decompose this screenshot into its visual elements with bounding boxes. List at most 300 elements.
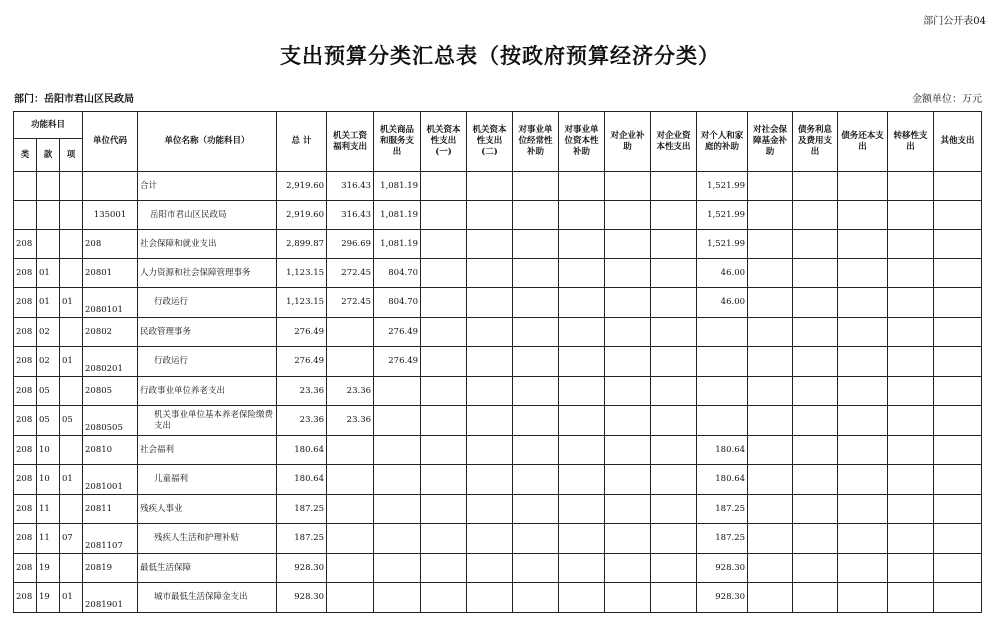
cell-enterprise-capital bbox=[651, 465, 697, 495]
cell-unit-code: 20811 bbox=[83, 495, 138, 524]
cell-unit-name: 合计 bbox=[138, 172, 277, 201]
header-total: 总 计 bbox=[277, 112, 327, 172]
cell-debt-interest bbox=[793, 347, 838, 377]
cell-xiang: 01 bbox=[60, 583, 83, 613]
cell-unit-name: 行政运行 bbox=[138, 347, 277, 377]
cell-personal-subsidy: 46.00 bbox=[697, 259, 748, 288]
table-row bbox=[14, 172, 982, 201]
cell-personal-subsidy: 1,521.99 bbox=[697, 172, 748, 201]
cell-capital-2 bbox=[467, 172, 513, 201]
cell-other bbox=[934, 288, 982, 318]
cell-debt-interest bbox=[793, 230, 838, 259]
cell-inst-recurrent bbox=[513, 436, 559, 465]
cell-transfer bbox=[888, 347, 934, 377]
cell-inst-capital bbox=[559, 524, 605, 554]
header-unit-name: 单位名称（功能科目） bbox=[138, 112, 277, 172]
cell-wage-welfare bbox=[327, 554, 374, 583]
cell-unit-code: 2081901 bbox=[83, 583, 138, 613]
cell-capital-1 bbox=[421, 230, 467, 259]
cell-capital-1 bbox=[421, 436, 467, 465]
cell-social-fund bbox=[748, 318, 793, 347]
cell-capital-1 bbox=[421, 288, 467, 318]
cell-inst-capital bbox=[559, 554, 605, 583]
cell-lei: 208 bbox=[14, 465, 37, 495]
cell-total: 928.30 bbox=[277, 583, 327, 613]
header-personal-subsidy: 对个人和家庭的补助 bbox=[697, 112, 748, 172]
cell-inst-capital bbox=[559, 436, 605, 465]
cell-wage-welfare bbox=[327, 583, 374, 613]
cell-unit-code: 2080201 bbox=[83, 347, 138, 377]
cell-unit-code: 2081107 bbox=[83, 524, 138, 554]
cell-goods-services bbox=[374, 554, 421, 583]
cell-unit-name: 城市最低生活保障金支出 bbox=[138, 583, 277, 613]
cell-kuan: 01 bbox=[37, 259, 60, 288]
cell-xiang: 01 bbox=[60, 288, 83, 318]
cell-debt-principal bbox=[838, 288, 888, 318]
cell-transfer bbox=[888, 465, 934, 495]
form-number-label: 部门公开表04 bbox=[923, 16, 986, 27]
cell-enterprise-subsidy bbox=[605, 554, 651, 583]
cell-transfer bbox=[888, 495, 934, 524]
cell-capital-1 bbox=[421, 377, 467, 406]
cell-debt-interest bbox=[793, 201, 838, 230]
cell-xiang bbox=[60, 318, 83, 347]
cell-kuan: 11 bbox=[37, 495, 60, 524]
cell-wage-welfare: 272.45 bbox=[327, 288, 374, 318]
cell-capital-2 bbox=[467, 554, 513, 583]
cell-kuan: 10 bbox=[37, 465, 60, 495]
header-goods-services: 机关商品和服务支出 bbox=[374, 112, 421, 172]
cell-capital-2 bbox=[467, 288, 513, 318]
cell-lei: 208 bbox=[14, 288, 37, 318]
cell-debt-interest bbox=[793, 436, 838, 465]
cell-capital-2 bbox=[467, 377, 513, 406]
cell-other bbox=[934, 465, 982, 495]
cell-capital-2 bbox=[467, 201, 513, 230]
cell-personal-subsidy: 187.25 bbox=[697, 524, 748, 554]
cell-debt-interest bbox=[793, 465, 838, 495]
cell-enterprise-capital bbox=[651, 406, 697, 436]
cell-inst-capital bbox=[559, 347, 605, 377]
cell-personal-subsidy: 928.30 bbox=[697, 583, 748, 613]
cell-unit-name: 残疾人事业 bbox=[138, 495, 277, 524]
cell-inst-recurrent bbox=[513, 318, 559, 347]
cell-capital-2 bbox=[467, 259, 513, 288]
cell-enterprise-capital bbox=[651, 377, 697, 406]
cell-capital-2 bbox=[467, 495, 513, 524]
cell-unit-code: 208 bbox=[83, 230, 138, 259]
cell-xiang bbox=[60, 201, 83, 230]
cell-total: 2,899.87 bbox=[277, 230, 327, 259]
cell-capital-1 bbox=[421, 524, 467, 554]
cell-inst-capital bbox=[559, 172, 605, 201]
cell-debt-interest bbox=[793, 288, 838, 318]
cell-transfer bbox=[888, 406, 934, 436]
cell-enterprise-subsidy bbox=[605, 318, 651, 347]
cell-debt-interest bbox=[793, 495, 838, 524]
cell-inst-recurrent bbox=[513, 288, 559, 318]
cell-debt-principal bbox=[838, 495, 888, 524]
cell-goods-services bbox=[374, 583, 421, 613]
cell-xiang bbox=[60, 436, 83, 465]
cell-capital-2 bbox=[467, 318, 513, 347]
table-row bbox=[14, 465, 982, 495]
cell-inst-recurrent bbox=[513, 554, 559, 583]
cell-enterprise-capital bbox=[651, 318, 697, 347]
cell-xiang: 01 bbox=[60, 465, 83, 495]
cell-unit-code: 20819 bbox=[83, 554, 138, 583]
cell-wage-welfare bbox=[327, 524, 374, 554]
department-label: 部门：岳阳市君山区民政局 bbox=[14, 94, 134, 105]
cell-unit-code bbox=[83, 172, 138, 201]
amount-unit-label: 金额单位：万元 bbox=[912, 94, 982, 105]
cell-xiang: 05 bbox=[60, 406, 83, 436]
cell-debt-interest bbox=[793, 406, 838, 436]
cell-other bbox=[934, 318, 982, 347]
cell-enterprise-subsidy bbox=[605, 172, 651, 201]
cell-xiang bbox=[60, 554, 83, 583]
cell-enterprise-subsidy bbox=[605, 288, 651, 318]
cell-personal-subsidy: 1,521.99 bbox=[697, 230, 748, 259]
cell-personal-subsidy: 187.25 bbox=[697, 495, 748, 524]
cell-debt-principal bbox=[838, 172, 888, 201]
cell-transfer bbox=[888, 259, 934, 288]
cell-enterprise-capital bbox=[651, 495, 697, 524]
cell-debt-interest bbox=[793, 318, 838, 347]
table-row bbox=[14, 201, 982, 230]
cell-unit-name: 残疾人生活和护理补贴 bbox=[138, 524, 277, 554]
cell-social-fund bbox=[748, 495, 793, 524]
cell-total: 2,919.60 bbox=[277, 172, 327, 201]
cell-capital-2 bbox=[467, 436, 513, 465]
header-lei: 类 bbox=[14, 139, 37, 172]
header-xiang: 项 bbox=[60, 139, 83, 172]
cell-capital-1 bbox=[421, 201, 467, 230]
cell-transfer bbox=[888, 318, 934, 347]
cell-kuan: 01 bbox=[37, 288, 60, 318]
cell-inst-recurrent bbox=[513, 172, 559, 201]
cell-other bbox=[934, 583, 982, 613]
cell-inst-recurrent bbox=[513, 583, 559, 613]
cell-inst-capital bbox=[559, 377, 605, 406]
cell-goods-services: 1,081.19 bbox=[374, 201, 421, 230]
cell-xiang bbox=[60, 230, 83, 259]
cell-unit-code: 20810 bbox=[83, 436, 138, 465]
cell-unit-code: 20805 bbox=[83, 377, 138, 406]
cell-goods-services: 804.70 bbox=[374, 288, 421, 318]
cell-social-fund bbox=[748, 172, 793, 201]
cell-social-fund bbox=[748, 436, 793, 465]
header-inst-capital: 对事业单位资本性补助 bbox=[559, 112, 605, 172]
cell-goods-services: 804.70 bbox=[374, 259, 421, 288]
cell-debt-principal bbox=[838, 465, 888, 495]
cell-social-fund bbox=[748, 347, 793, 377]
cell-wage-welfare: 23.36 bbox=[327, 406, 374, 436]
cell-personal-subsidy bbox=[697, 377, 748, 406]
cell-unit-name: 社会保障和就业支出 bbox=[138, 230, 277, 259]
cell-transfer bbox=[888, 230, 934, 259]
cell-capital-2 bbox=[467, 465, 513, 495]
cell-transfer bbox=[888, 201, 934, 230]
cell-enterprise-subsidy bbox=[605, 259, 651, 288]
cell-lei: 208 bbox=[14, 583, 37, 613]
cell-other bbox=[934, 554, 982, 583]
cell-kuan: 02 bbox=[37, 347, 60, 377]
cell-personal-subsidy bbox=[697, 318, 748, 347]
table-row bbox=[14, 495, 982, 524]
cell-inst-recurrent bbox=[513, 230, 559, 259]
cell-wage-welfare: 316.43 bbox=[327, 172, 374, 201]
cell-wage-welfare bbox=[327, 436, 374, 465]
cell-capital-1 bbox=[421, 318, 467, 347]
cell-enterprise-capital bbox=[651, 172, 697, 201]
cell-other bbox=[934, 495, 982, 524]
cell-kuan: 10 bbox=[37, 436, 60, 465]
cell-enterprise-subsidy bbox=[605, 465, 651, 495]
cell-personal-subsidy: 180.64 bbox=[697, 436, 748, 465]
cell-lei: 208 bbox=[14, 406, 37, 436]
cell-personal-subsidy: 1,521.99 bbox=[697, 201, 748, 230]
table-row bbox=[14, 318, 982, 347]
cell-enterprise-subsidy bbox=[605, 230, 651, 259]
cell-inst-recurrent bbox=[513, 377, 559, 406]
header-capital-1: 机关资本性支出(一) bbox=[421, 112, 467, 172]
cell-transfer bbox=[888, 377, 934, 406]
cell-lei: 208 bbox=[14, 554, 37, 583]
cell-debt-principal bbox=[838, 230, 888, 259]
cell-kuan bbox=[37, 172, 60, 201]
cell-capital-1 bbox=[421, 495, 467, 524]
cell-unit-code: 20802 bbox=[83, 318, 138, 347]
cell-unit-name: 民政管理事务 bbox=[138, 318, 277, 347]
cell-goods-services: 276.49 bbox=[374, 318, 421, 347]
cell-debt-interest bbox=[793, 554, 838, 583]
cell-inst-recurrent bbox=[513, 524, 559, 554]
cell-debt-interest bbox=[793, 259, 838, 288]
table-row bbox=[14, 259, 982, 288]
table-row bbox=[14, 436, 982, 465]
cell-total: 23.36 bbox=[277, 406, 327, 436]
cell-total: 276.49 bbox=[277, 347, 327, 377]
cell-goods-services bbox=[374, 377, 421, 406]
cell-debt-principal bbox=[838, 583, 888, 613]
cell-unit-name: 人力资源和社会保障管理事务 bbox=[138, 259, 277, 288]
cell-unit-code: 135001 bbox=[83, 201, 138, 230]
cell-wage-welfare bbox=[327, 318, 374, 347]
cell-unit-name: 行政运行 bbox=[138, 288, 277, 318]
table-row bbox=[14, 524, 982, 554]
cell-capital-1 bbox=[421, 465, 467, 495]
header-wage-welfare: 机关工资福利支出 bbox=[327, 112, 374, 172]
cell-transfer bbox=[888, 524, 934, 554]
cell-social-fund bbox=[748, 406, 793, 436]
cell-wage-welfare: 316.43 bbox=[327, 201, 374, 230]
cell-total: 928.30 bbox=[277, 554, 327, 583]
cell-inst-recurrent bbox=[513, 259, 559, 288]
cell-xiang: 07 bbox=[60, 524, 83, 554]
cell-debt-principal bbox=[838, 436, 888, 465]
cell-social-fund bbox=[748, 554, 793, 583]
cell-other bbox=[934, 201, 982, 230]
header-debt-interest: 债务利息及费用支出 bbox=[793, 112, 838, 172]
table-row bbox=[14, 288, 982, 318]
cell-enterprise-capital bbox=[651, 524, 697, 554]
cell-inst-capital bbox=[559, 288, 605, 318]
cell-inst-recurrent bbox=[513, 495, 559, 524]
cell-goods-services bbox=[374, 495, 421, 524]
cell-enterprise-subsidy bbox=[605, 201, 651, 230]
header-debt-principal: 债务还本支出 bbox=[838, 112, 888, 172]
header-unit-code: 单位代码 bbox=[83, 112, 138, 172]
cell-goods-services: 1,081.19 bbox=[374, 172, 421, 201]
table-row bbox=[14, 377, 982, 406]
cell-wage-welfare bbox=[327, 465, 374, 495]
cell-transfer bbox=[888, 554, 934, 583]
budget-table bbox=[13, 111, 982, 613]
cell-personal-subsidy bbox=[697, 347, 748, 377]
cell-other bbox=[934, 406, 982, 436]
cell-debt-principal bbox=[838, 554, 888, 583]
cell-inst-recurrent bbox=[513, 406, 559, 436]
cell-enterprise-subsidy bbox=[605, 583, 651, 613]
cell-wage-welfare: 296.69 bbox=[327, 230, 374, 259]
cell-enterprise-capital bbox=[651, 259, 697, 288]
cell-social-fund bbox=[748, 230, 793, 259]
cell-lei: 208 bbox=[14, 495, 37, 524]
cell-inst-capital bbox=[559, 465, 605, 495]
cell-capital-1 bbox=[421, 406, 467, 436]
table-row bbox=[14, 230, 982, 259]
cell-social-fund bbox=[748, 201, 793, 230]
cell-social-fund bbox=[748, 583, 793, 613]
cell-enterprise-capital bbox=[651, 554, 697, 583]
cell-kuan: 19 bbox=[37, 554, 60, 583]
cell-enterprise-capital bbox=[651, 201, 697, 230]
cell-lei bbox=[14, 172, 37, 201]
cell-lei: 208 bbox=[14, 347, 37, 377]
cell-other bbox=[934, 172, 982, 201]
cell-inst-capital bbox=[559, 201, 605, 230]
cell-goods-services: 276.49 bbox=[374, 347, 421, 377]
cell-lei: 208 bbox=[14, 524, 37, 554]
cell-capital-1 bbox=[421, 259, 467, 288]
header-kuan: 款 bbox=[37, 139, 60, 172]
table-row bbox=[14, 554, 982, 583]
cell-unit-name: 岳阳市君山区民政局 bbox=[138, 201, 277, 230]
cell-kuan bbox=[37, 201, 60, 230]
cell-debt-principal bbox=[838, 259, 888, 288]
page-title: 支出预算分类汇总表（按政府预算经济分类） bbox=[280, 43, 720, 68]
cell-unit-name: 最低生活保障 bbox=[138, 554, 277, 583]
cell-inst-capital bbox=[559, 406, 605, 436]
cell-lei: 208 bbox=[14, 259, 37, 288]
cell-unit-code: 20801 bbox=[83, 259, 138, 288]
cell-wage-welfare bbox=[327, 347, 374, 377]
cell-lei: 208 bbox=[14, 377, 37, 406]
cell-debt-interest bbox=[793, 172, 838, 201]
cell-debt-principal bbox=[838, 347, 888, 377]
cell-inst-capital bbox=[559, 583, 605, 613]
cell-lei: 208 bbox=[14, 436, 37, 465]
cell-unit-name: 行政事业单位养老支出 bbox=[138, 377, 277, 406]
cell-unit-name: 机关事业单位基本养老保险缴费支出 bbox=[138, 406, 277, 436]
cell-debt-principal bbox=[838, 318, 888, 347]
cell-xiang bbox=[60, 259, 83, 288]
cell-enterprise-capital bbox=[651, 288, 697, 318]
cell-goods-services bbox=[374, 524, 421, 554]
cell-xiang bbox=[60, 377, 83, 406]
cell-inst-capital bbox=[559, 230, 605, 259]
cell-personal-subsidy: 928.30 bbox=[697, 554, 748, 583]
cell-total: 2,919.60 bbox=[277, 201, 327, 230]
header-enterprise-subsidy: 对企业补助 bbox=[605, 112, 651, 172]
cell-total: 1,123.15 bbox=[277, 288, 327, 318]
cell-social-fund bbox=[748, 288, 793, 318]
cell-inst-capital bbox=[559, 495, 605, 524]
cell-kuan bbox=[37, 230, 60, 259]
cell-total: 187.25 bbox=[277, 524, 327, 554]
cell-debt-interest bbox=[793, 583, 838, 613]
cell-personal-subsidy bbox=[697, 406, 748, 436]
cell-enterprise-subsidy bbox=[605, 495, 651, 524]
cell-goods-services bbox=[374, 406, 421, 436]
cell-other bbox=[934, 230, 982, 259]
cell-enterprise-subsidy bbox=[605, 377, 651, 406]
cell-enterprise-subsidy bbox=[605, 436, 651, 465]
cell-other bbox=[934, 259, 982, 288]
cell-inst-recurrent bbox=[513, 465, 559, 495]
header-capital-2: 机关资本性支出(二) bbox=[467, 112, 513, 172]
cell-kuan: 02 bbox=[37, 318, 60, 347]
cell-goods-services bbox=[374, 436, 421, 465]
cell-wage-welfare: 23.36 bbox=[327, 377, 374, 406]
cell-enterprise-capital bbox=[651, 436, 697, 465]
cell-wage-welfare bbox=[327, 495, 374, 524]
cell-debt-interest bbox=[793, 524, 838, 554]
cell-social-fund bbox=[748, 524, 793, 554]
table-row bbox=[14, 583, 982, 613]
cell-capital-1 bbox=[421, 347, 467, 377]
table-row bbox=[14, 347, 982, 377]
header-inst-recurrent: 对事业单位经常性补助 bbox=[513, 112, 559, 172]
cell-other bbox=[934, 524, 982, 554]
cell-debt-principal bbox=[838, 406, 888, 436]
cell-enterprise-capital bbox=[651, 583, 697, 613]
cell-debt-interest bbox=[793, 377, 838, 406]
cell-total: 1,123.15 bbox=[277, 259, 327, 288]
cell-wage-welfare: 272.45 bbox=[327, 259, 374, 288]
cell-unit-code: 2080505 bbox=[83, 406, 138, 436]
cell-transfer bbox=[888, 288, 934, 318]
table-row bbox=[14, 406, 982, 436]
cell-capital-2 bbox=[467, 583, 513, 613]
cell-total: 276.49 bbox=[277, 318, 327, 347]
cell-xiang bbox=[60, 172, 83, 201]
header-other: 其他支出 bbox=[934, 112, 982, 172]
header-transfer: 转移性支出 bbox=[888, 112, 934, 172]
cell-lei: 208 bbox=[14, 318, 37, 347]
header-enterprise-capital: 对企业资本性支出 bbox=[651, 112, 697, 172]
cell-total: 23.36 bbox=[277, 377, 327, 406]
cell-capital-1 bbox=[421, 554, 467, 583]
cell-lei bbox=[14, 201, 37, 230]
cell-goods-services: 1,081.19 bbox=[374, 230, 421, 259]
cell-enterprise-subsidy bbox=[605, 524, 651, 554]
cell-transfer bbox=[888, 583, 934, 613]
cell-kuan: 05 bbox=[37, 406, 60, 436]
cell-debt-principal bbox=[838, 201, 888, 230]
cell-other bbox=[934, 347, 982, 377]
